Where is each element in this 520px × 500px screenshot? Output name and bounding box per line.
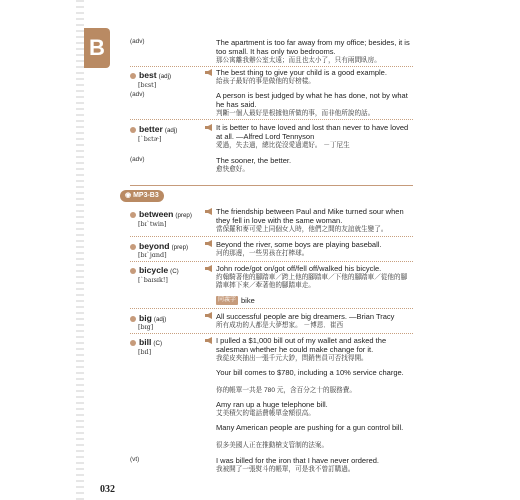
- example-translation: 所有成功的人都是大夢想家。 －博恩．崔西: [216, 322, 344, 329]
- bullet-icon: [130, 127, 136, 133]
- phonetic: [bɪl]: [138, 348, 152, 356]
- part-of-speech-label: (adv): [130, 38, 145, 45]
- example-translation: 河的那邊，一些男孩在打棒球。: [216, 250, 309, 257]
- letter-tab: B: [84, 28, 110, 68]
- example-sentence: The best thing to give your child is a good example.: [216, 68, 387, 77]
- example-sentence: It is better to have loved and lost than never to have loved at all. —Alfred Lord Tennyson: [216, 123, 409, 141]
- example-translation: 你的帳單一共是 780 元，含百分之十的服務費。: [216, 387, 356, 394]
- speaker-icon[interactable]: [205, 240, 213, 247]
- phonetic: [bɛst]: [138, 81, 157, 89]
- example-sentence: A person is best judged by what he has done, not by what he has said.: [216, 91, 408, 109]
- phonetic: [ˋbɛtɚ]: [138, 135, 162, 143]
- example-translation: 判斷一個人最好是根據他所做的事，而非他所說的話。: [216, 110, 375, 117]
- example-translation: 我從皮夾抽出一張千元大鈔，問銷售員可否找得開。: [216, 355, 368, 362]
- example-sentence: Many American people are pushing for a gun control bill.: [216, 423, 404, 432]
- speaker-icon[interactable]: [205, 312, 213, 319]
- example-translation: 很多美國人正在推動槍支管制的法案。: [216, 442, 329, 449]
- example-translation: 艾美積欠的電話費帳單金額很高。: [216, 410, 315, 417]
- speaker-icon[interactable]: [205, 337, 213, 344]
- example-sentence: The friendship between Paul and Mike turned sour when they fell in love with the same woman.: [216, 207, 404, 225]
- page-number: 032: [100, 484, 115, 495]
- speaker-icon[interactable]: [205, 208, 213, 215]
- speaker-icon[interactable]: [205, 69, 213, 76]
- part-of-speech-label: (adv): [130, 156, 145, 163]
- speaker-icon[interactable]: [205, 265, 213, 272]
- phonetic: [bɪg]: [138, 323, 154, 331]
- headword-better: better (adj): [130, 124, 177, 134]
- headword-bicycle: bicycle (C): [130, 265, 179, 275]
- audio-disc-icon: ◉: [125, 192, 134, 199]
- entry-divider: [130, 66, 413, 67]
- example-translation: 給孩子最好的事是做他的好榜樣。: [216, 78, 315, 85]
- audio-track-badge[interactable]: ◉ MP3-B3: [120, 190, 164, 202]
- example-translation: 約翰騎著他的腳踏車／跨上他的腳踏車／下他的腳踏車／從他的腳踏車摔下來／牽著他的腳踏車走。: [216, 274, 408, 289]
- headword-big: big (adj): [130, 313, 166, 323]
- example-sentence: All successful people are big dreamers. —Brian Tracy: [216, 312, 395, 321]
- speaker-icon[interactable]: [205, 124, 213, 131]
- example-sentence: The sooner, the better.: [216, 156, 292, 165]
- headword-between: between (prep): [130, 209, 192, 219]
- bullet-icon: [130, 73, 136, 79]
- example-translation: 當保羅和麥可愛上同個女人時，他們之間的友誼就生變了。: [216, 226, 388, 233]
- synonym-word: bike: [241, 296, 255, 305]
- bullet-icon: [130, 244, 136, 250]
- example-translation: 我被開了一張熨斗的帳單，可是我不曾訂購過。: [216, 466, 355, 473]
- phonetic: [ˋbaɪsɪk!]: [138, 276, 168, 284]
- bullet-icon: [130, 316, 136, 322]
- example-translation: 愛過，失去過，總比從沒愛過還好。 －丁尼生: [216, 142, 350, 149]
- phonetic: [bɪˋtwin]: [138, 220, 167, 228]
- example-translation: 那公寓離我辦公室太遠；而且也太小了，只有兩間臥房。: [216, 57, 381, 64]
- bullet-icon: [130, 212, 136, 218]
- headword-bill: bill (C): [130, 337, 162, 347]
- headword-best: best (adj): [130, 70, 171, 80]
- example-sentence: John rode/got on/got off/fell off/walked his bicycle.: [216, 264, 382, 273]
- example-translation: 愈快愈好。: [216, 166, 249, 173]
- example-sentence: The apartment is too far away from my office; besides, it is too small. It has only two bedrooms.: [216, 38, 410, 56]
- bullet-icon: [130, 340, 136, 346]
- phonetic: [bɪˋjɑnd]: [138, 251, 167, 259]
- entry-divider: [130, 236, 413, 237]
- bullet-icon: [130, 268, 136, 274]
- binding-edge: [76, 0, 84, 500]
- part-of-speech-label: (adv): [130, 91, 145, 98]
- example-sentence: Your bill comes to $780, including a 10% service charge.: [216, 368, 404, 377]
- entry-divider: [130, 333, 413, 334]
- section-divider: [130, 185, 413, 186]
- synonym-badge: 同義字: [218, 297, 237, 303]
- example-sentence: Beyond the river, some boys are playing baseball.: [216, 240, 382, 249]
- entry-divider: [130, 261, 413, 262]
- example-sentence: I pulled a $1,000 bill out of my wallet and asked the salesman whether he could make change for it.: [216, 336, 387, 354]
- example-sentence: I was billed for the iron that I have never ordered.: [216, 456, 380, 465]
- entry-divider: [130, 308, 413, 309]
- entry-divider: [130, 119, 413, 120]
- example-sentence: Amy ran up a huge telephone bill.: [216, 400, 328, 409]
- part-of-speech-label: (vt): [130, 456, 140, 463]
- headword-beyond: beyond (prep): [130, 241, 188, 251]
